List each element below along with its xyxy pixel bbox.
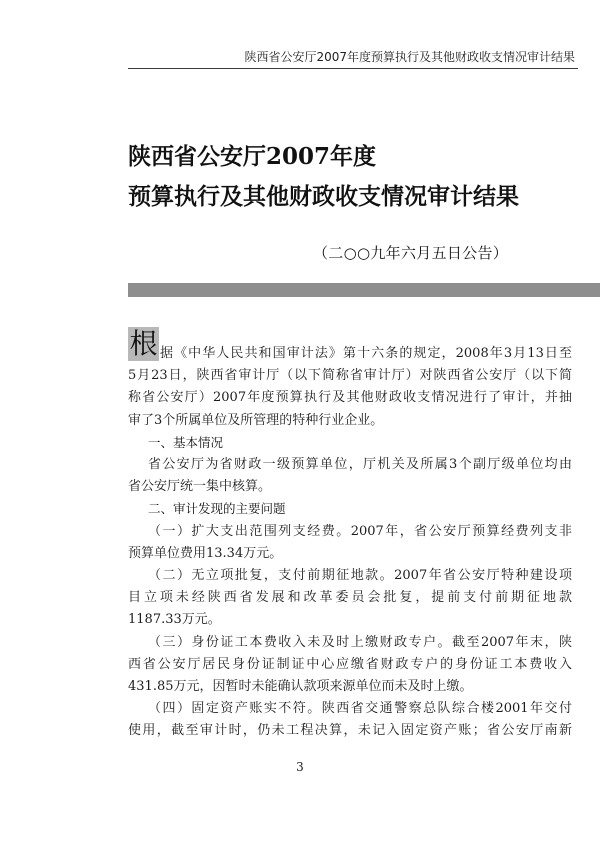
issue-item-3 bbox=[128, 632, 572, 699]
paragraph-line: 审了3个所属单位及所管理的特种行业企业。 bbox=[128, 412, 384, 428]
paragraph-line: （四）固定资产账实不符。陕西省交通警察总队综合楼2001年交付 bbox=[148, 701, 572, 717]
paragraph-line: 西省公安厅居民身份证制证中心应缴省财政专户的身份证工本费收入 bbox=[128, 656, 572, 672]
issue-item-4 bbox=[128, 698, 572, 742]
running-header: 陕西省公安厅2007年度预算执行及其他财政收支情况审计结果 bbox=[244, 50, 575, 64]
header-rule bbox=[128, 68, 578, 69]
page-number: 3 bbox=[296, 760, 304, 774]
decorative-band bbox=[128, 283, 600, 297]
issue-item-2 bbox=[128, 565, 572, 632]
paragraph-line: 省公安厅为省财政一级预算单位，厅机关及所属3个副厅级单位均由 bbox=[148, 457, 572, 473]
paragraph-line: （一）扩大支出范围列支经费。2007年，省公安厅预算经费列支非 bbox=[148, 523, 572, 539]
paragraph-line: （三）身份证工本费收入未及时上缴财政专户。截至2007年末，陕 bbox=[148, 634, 572, 650]
paragraph-line: 据《中华人民共和国审计法》第十六条的规定，2008年3月13日至 bbox=[160, 346, 572, 361]
announcement-date: （二○○九年六月五日公告） bbox=[313, 244, 509, 262]
paragraph-line: （二）无立项批复，支付前期征地款。2007年省公安厅特种建设项 bbox=[148, 568, 572, 584]
paragraph-line: 预算单位费用13.34万元。 bbox=[128, 545, 283, 561]
paragraph-line: 5月23日，陕西省审计厅（以下简称省审计厅）对陕西省公安厅（以下简 bbox=[128, 368, 572, 384]
paragraph-line: 1187.33万元。 bbox=[128, 612, 221, 628]
document-title bbox=[128, 137, 519, 217]
issue-item-1 bbox=[128, 521, 572, 565]
title-line-1: 陕西省公安厅2007年度 bbox=[128, 143, 377, 170]
paragraph-line: 称省公安厅）2007年度预算执行及其他财政收支情况进行了审计，并抽 bbox=[128, 390, 572, 406]
section-heading-main-issues: 二、审计发现的主要问题 bbox=[148, 501, 286, 517]
paragraph-line: 省公安厅统一集中核算。 bbox=[128, 479, 272, 495]
section-heading-basic-info: 一、基本情况 bbox=[148, 434, 224, 450]
title-line-2: 预算执行及其他财政收支情况审计结果 bbox=[128, 183, 519, 210]
drop-cap: 根 bbox=[129, 327, 158, 360]
intro-paragraph bbox=[128, 343, 572, 432]
section1-paragraph bbox=[128, 454, 572, 498]
paragraph-line: 431.85万元，因暂时未能确认款项来源单位而未及时上缴。 bbox=[128, 679, 473, 695]
paragraph-line: 使用，截至审计时，仍未工程决算，未记入固定资产账；省公安厅南新 bbox=[128, 723, 572, 739]
paragraph-line: 目立项未经陕西省发展和改革委员会批复，提前支付前期征地款 bbox=[128, 590, 572, 606]
body-text bbox=[128, 343, 572, 743]
